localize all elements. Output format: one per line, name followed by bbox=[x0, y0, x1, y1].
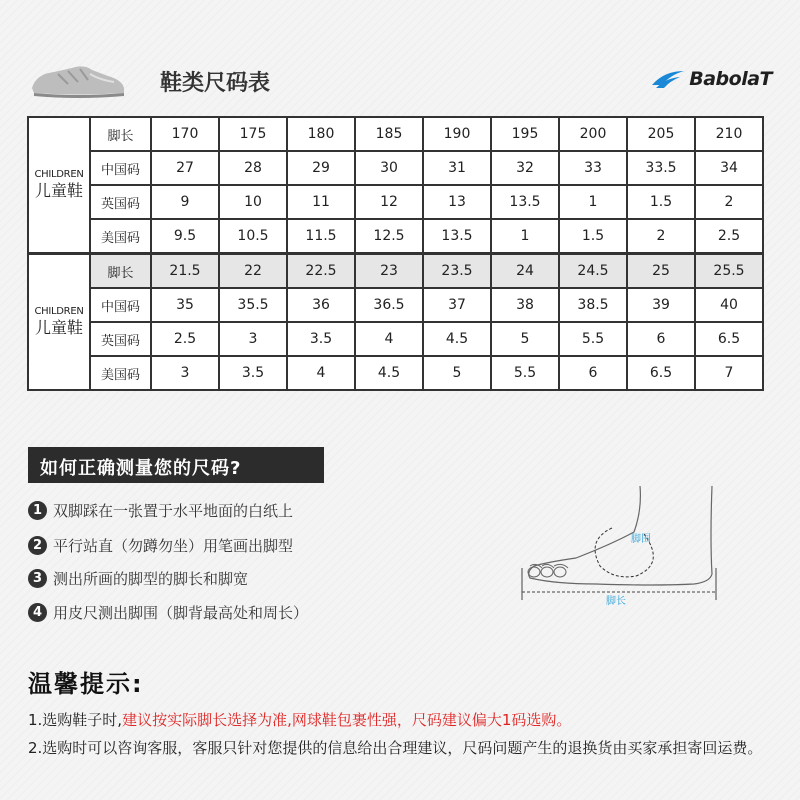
table-cell: 12.5 bbox=[355, 219, 423, 253]
table-cell: 25.5 bbox=[695, 254, 763, 288]
girth-label: 脚围 bbox=[631, 534, 651, 545]
table-cell: 2.5 bbox=[151, 322, 219, 356]
table-cell: 195 bbox=[491, 117, 559, 151]
table-cell: 3 bbox=[219, 322, 287, 356]
table-cell: 175 bbox=[219, 117, 287, 151]
table-cell: 23.5 bbox=[423, 254, 491, 288]
header bbox=[28, 60, 772, 100]
table-cell: 6.5 bbox=[627, 356, 695, 390]
table-cell: 4 bbox=[355, 322, 423, 356]
table-cell: 36.5 bbox=[355, 288, 423, 322]
row-label: 美国码 bbox=[90, 356, 151, 390]
table-cell: 7 bbox=[695, 356, 763, 390]
table-cell: 5.5 bbox=[491, 356, 559, 390]
table-cell: 9.5 bbox=[151, 219, 219, 253]
step-number-icon: 4 bbox=[28, 603, 47, 622]
table-cell: 10 bbox=[219, 185, 287, 219]
table-cell: 35.5 bbox=[219, 288, 287, 322]
step-item bbox=[28, 535, 293, 556]
size-table-1 bbox=[27, 116, 764, 254]
table-cell: 200 bbox=[559, 117, 627, 151]
step-text: 平行站直（勿蹲勿坐）用笔画出脚型 bbox=[53, 537, 294, 555]
table-cell: 1.5 bbox=[627, 185, 695, 219]
category-cn: 儿童鞋 bbox=[34, 181, 83, 201]
size-table-2 bbox=[27, 253, 764, 391]
howto-title: 如何正确测量您的尺码? bbox=[28, 447, 324, 483]
table-cell: 11 bbox=[287, 185, 355, 219]
step-number-icon: 2 bbox=[28, 536, 47, 555]
table-cell: 21.5 bbox=[151, 254, 219, 288]
table-cell: 180 bbox=[287, 117, 355, 151]
category-en: CHILDREN bbox=[34, 306, 84, 318]
step-item bbox=[28, 602, 308, 623]
table-cell: 2 bbox=[627, 219, 695, 253]
table-cell: 38 bbox=[491, 288, 559, 322]
category-cn: 儿童鞋 bbox=[34, 318, 83, 338]
table-cell: 12 bbox=[355, 185, 423, 219]
table-cell: 1 bbox=[491, 219, 559, 253]
table-cell: 170 bbox=[151, 117, 219, 151]
table-cell: 22.5 bbox=[287, 254, 355, 288]
table-cell: 35 bbox=[151, 288, 219, 322]
table-row bbox=[28, 356, 763, 390]
table-cell: 5 bbox=[423, 356, 491, 390]
category-label bbox=[28, 254, 90, 390]
table-cell: 31 bbox=[423, 151, 491, 185]
table-cell: 10.5 bbox=[219, 219, 287, 253]
table-cell: 24.5 bbox=[559, 254, 627, 288]
tip-line-2: 2.选购时可以咨询客服，客服只针对您提供的信息给出合理建议，尺码问题产生的退换货由买家承担寄回运费。 bbox=[28, 739, 763, 757]
table-cell: 23 bbox=[355, 254, 423, 288]
table-cell: 5.5 bbox=[559, 322, 627, 356]
table-cell: 185 bbox=[355, 117, 423, 151]
table-cell: 3.5 bbox=[287, 322, 355, 356]
step-text: 用皮尺测出脚围（脚背最高处和周长） bbox=[53, 604, 309, 622]
foot-measurement-illustration bbox=[516, 480, 726, 610]
table-cell: 13 bbox=[423, 185, 491, 219]
table-cell: 190 bbox=[423, 117, 491, 151]
table-cell: 5 bbox=[491, 322, 559, 356]
table-cell: 13.5 bbox=[423, 219, 491, 253]
table-cell: 4 bbox=[287, 356, 355, 390]
table-cell: 40 bbox=[695, 288, 763, 322]
row-label: 英国码 bbox=[90, 185, 151, 219]
table-cell: 11.5 bbox=[287, 219, 355, 253]
step-number-icon: 1 bbox=[28, 501, 47, 520]
table-cell: 37 bbox=[423, 288, 491, 322]
tip-line-1 bbox=[28, 708, 571, 732]
table-cell: 13.5 bbox=[491, 185, 559, 219]
table-cell: 36 bbox=[287, 288, 355, 322]
step-item bbox=[28, 568, 248, 589]
table-row bbox=[28, 151, 763, 185]
step-text: 测出所画的脚型的脚长和脚宽 bbox=[53, 570, 249, 588]
table-cell: 28 bbox=[219, 151, 287, 185]
row-label: 脚长 bbox=[90, 254, 151, 288]
category-en: CHILDREN bbox=[34, 169, 84, 181]
table-cell: 6.5 bbox=[695, 322, 763, 356]
table-cell: 9 bbox=[151, 185, 219, 219]
table-row bbox=[28, 288, 763, 322]
table-row bbox=[28, 254, 763, 288]
brand-name: BabolaT bbox=[689, 68, 772, 90]
table-cell: 34 bbox=[695, 151, 763, 185]
brand-logo bbox=[650, 68, 772, 90]
row-label: 脚长 bbox=[90, 117, 151, 151]
table-cell: 27 bbox=[151, 151, 219, 185]
table-cell: 33.5 bbox=[627, 151, 695, 185]
row-label: 中国码 bbox=[90, 288, 151, 322]
table-cell: 3.5 bbox=[219, 356, 287, 390]
table-cell: 4.5 bbox=[355, 356, 423, 390]
table-cell: 1.5 bbox=[559, 219, 627, 253]
table-cell: 210 bbox=[695, 117, 763, 151]
table-cell: 2 bbox=[695, 185, 763, 219]
step-item bbox=[28, 500, 293, 521]
table-cell: 32 bbox=[491, 151, 559, 185]
tips-title: 温馨提示: bbox=[28, 670, 144, 698]
page-title: 鞋类尺码表 bbox=[160, 71, 271, 96]
table-cell: 3 bbox=[151, 356, 219, 390]
table-cell: 39 bbox=[627, 288, 695, 322]
table-row bbox=[28, 322, 763, 356]
table-cell: 29 bbox=[287, 151, 355, 185]
table-cell: 33 bbox=[559, 151, 627, 185]
length-label: 脚长 bbox=[606, 596, 626, 607]
row-label: 英国码 bbox=[90, 322, 151, 356]
row-label: 中国码 bbox=[90, 151, 151, 185]
step-text: 双脚踩在一张置于水平地面的白纸上 bbox=[53, 502, 294, 520]
step-number-icon: 3 bbox=[28, 569, 47, 588]
tip-line-1-highlight: 建议按实际脚长选择为准,网球鞋包裹性强，尺码建议偏大1码选购。 bbox=[122, 711, 572, 729]
table-cell: 24 bbox=[491, 254, 559, 288]
table-cell: 25 bbox=[627, 254, 695, 288]
table-cell: 4.5 bbox=[423, 322, 491, 356]
babolat-swoosh-icon bbox=[650, 69, 686, 89]
table-cell: 22 bbox=[219, 254, 287, 288]
table-row bbox=[28, 185, 763, 219]
table-cell: 6 bbox=[627, 322, 695, 356]
category-label bbox=[28, 117, 90, 253]
table-cell: 205 bbox=[627, 117, 695, 151]
row-label: 美国码 bbox=[90, 219, 151, 253]
table-cell: 2.5 bbox=[695, 219, 763, 253]
table-cell: 1 bbox=[559, 185, 627, 219]
table-cell: 30 bbox=[355, 151, 423, 185]
table-cell: 6 bbox=[559, 356, 627, 390]
table-cell: 38.5 bbox=[559, 288, 627, 322]
shoe-icon bbox=[28, 60, 128, 100]
tip-line-1-prefix: 1.选购鞋子时, bbox=[28, 711, 123, 729]
table-row bbox=[28, 117, 763, 151]
table-row bbox=[28, 219, 763, 253]
